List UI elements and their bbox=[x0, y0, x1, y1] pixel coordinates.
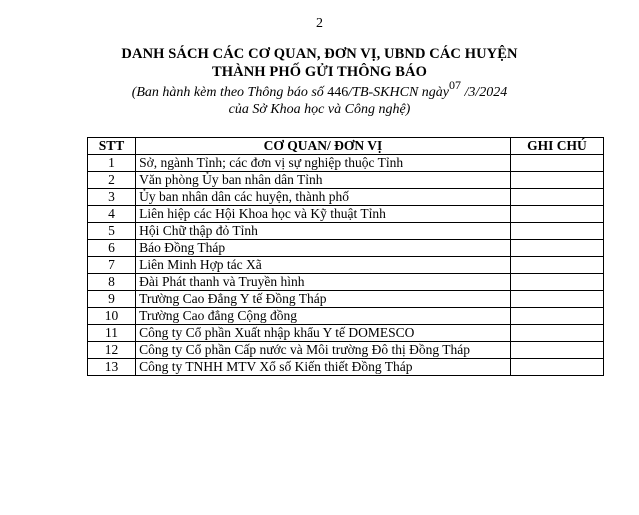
row-stt: 6 bbox=[88, 240, 136, 257]
row-agency: Báo Đồng Tháp bbox=[136, 240, 511, 257]
table-row bbox=[88, 325, 604, 342]
row-note bbox=[510, 342, 603, 359]
table-row bbox=[88, 359, 604, 376]
subtitle-middle: /TB-SKHCN ngày bbox=[348, 85, 450, 100]
notice-day: 07 bbox=[449, 78, 462, 92]
row-agency: Công ty TNHH MTV Xổ số Kiến thiết Đồng Tháp bbox=[136, 359, 511, 376]
document-subtitle-line-2: của Sở Khoa học và Công nghệ) bbox=[228, 102, 411, 117]
row-agency: Hội Chữ thập đỏ Tỉnh bbox=[136, 223, 511, 240]
table-row bbox=[88, 291, 604, 308]
row-note bbox=[510, 291, 603, 308]
recipient-table bbox=[87, 137, 604, 376]
table-row bbox=[88, 206, 604, 223]
notice-number: 446 bbox=[327, 85, 349, 100]
table-row bbox=[88, 172, 604, 189]
header-stt: STT bbox=[88, 138, 136, 155]
row-agency: Trường Cao đẳng Cộng đồng bbox=[136, 308, 511, 325]
row-agency: Ủy ban nhân dân các huyện, thành phố bbox=[136, 189, 511, 206]
row-agency: Sở, ngành Tỉnh; các đơn vị sự nghiệp thuộc Tỉnh bbox=[136, 155, 511, 172]
row-stt: 4 bbox=[88, 206, 136, 223]
header-agency: CƠ QUAN/ ĐƠN VỊ bbox=[136, 138, 511, 155]
row-stt: 2 bbox=[88, 172, 136, 189]
row-stt: 11 bbox=[88, 325, 136, 342]
row-note bbox=[510, 189, 603, 206]
document-subtitle-line-1 bbox=[0, 78, 639, 101]
table-header-row bbox=[88, 138, 604, 155]
row-note bbox=[510, 257, 603, 274]
subtitle-prefix: (Ban hành kèm theo Thông báo số bbox=[131, 85, 324, 100]
row-stt: 5 bbox=[88, 223, 136, 240]
table-body bbox=[88, 155, 604, 376]
row-stt: 13 bbox=[88, 359, 136, 376]
table-row bbox=[88, 155, 604, 172]
header-note: GHI CHÚ bbox=[510, 138, 603, 155]
row-agency: Trường Cao Đẳng Y tế Đồng Tháp bbox=[136, 291, 511, 308]
table-row bbox=[88, 189, 604, 206]
table-row bbox=[88, 342, 604, 359]
table-row bbox=[88, 274, 604, 291]
row-agency: Đài Phát thanh và Truyền hình bbox=[136, 274, 511, 291]
table-row bbox=[88, 240, 604, 257]
document-title-line-1: DANH SÁCH CÁC CƠ QUAN, ĐƠN VỊ, UBND CÁC HUYỆN bbox=[121, 46, 518, 62]
row-note bbox=[510, 274, 603, 291]
row-agency: Liên Minh Hợp tác Xã bbox=[136, 257, 511, 274]
row-note bbox=[510, 155, 603, 172]
row-agency: Liên hiệp các Hội Khoa học và Kỹ thuật Tỉnh bbox=[136, 206, 511, 223]
table-row bbox=[88, 223, 604, 240]
row-stt: 10 bbox=[88, 308, 136, 325]
row-note bbox=[510, 359, 603, 376]
row-stt: 9 bbox=[88, 291, 136, 308]
table-row bbox=[88, 257, 604, 274]
row-stt: 1 bbox=[88, 155, 136, 172]
row-note bbox=[510, 240, 603, 257]
row-note bbox=[510, 308, 603, 325]
row-stt: 3 bbox=[88, 189, 136, 206]
notice-date-rest: /3/2024 bbox=[464, 85, 508, 100]
document-title-line-2: THÀNH PHỐ GỬI THÔNG BÁO bbox=[212, 64, 427, 80]
row-stt: 8 bbox=[88, 274, 136, 291]
row-note bbox=[510, 206, 603, 223]
row-agency: Văn phòng Ủy ban nhân dân Tỉnh bbox=[136, 172, 511, 189]
row-stt: 7 bbox=[88, 257, 136, 274]
row-stt: 12 bbox=[88, 342, 136, 359]
row-note bbox=[510, 325, 603, 342]
page-number: 2 bbox=[316, 16, 323, 31]
row-note bbox=[510, 172, 603, 189]
row-note bbox=[510, 223, 603, 240]
row-agency: Công ty Cổ phần Cấp nước và Môi trường Đô thị Đồng Tháp bbox=[136, 342, 511, 359]
table-row bbox=[88, 308, 604, 325]
row-agency: Công ty Cổ phần Xuất nhập khẩu Y tế DOMESCO bbox=[136, 325, 511, 342]
